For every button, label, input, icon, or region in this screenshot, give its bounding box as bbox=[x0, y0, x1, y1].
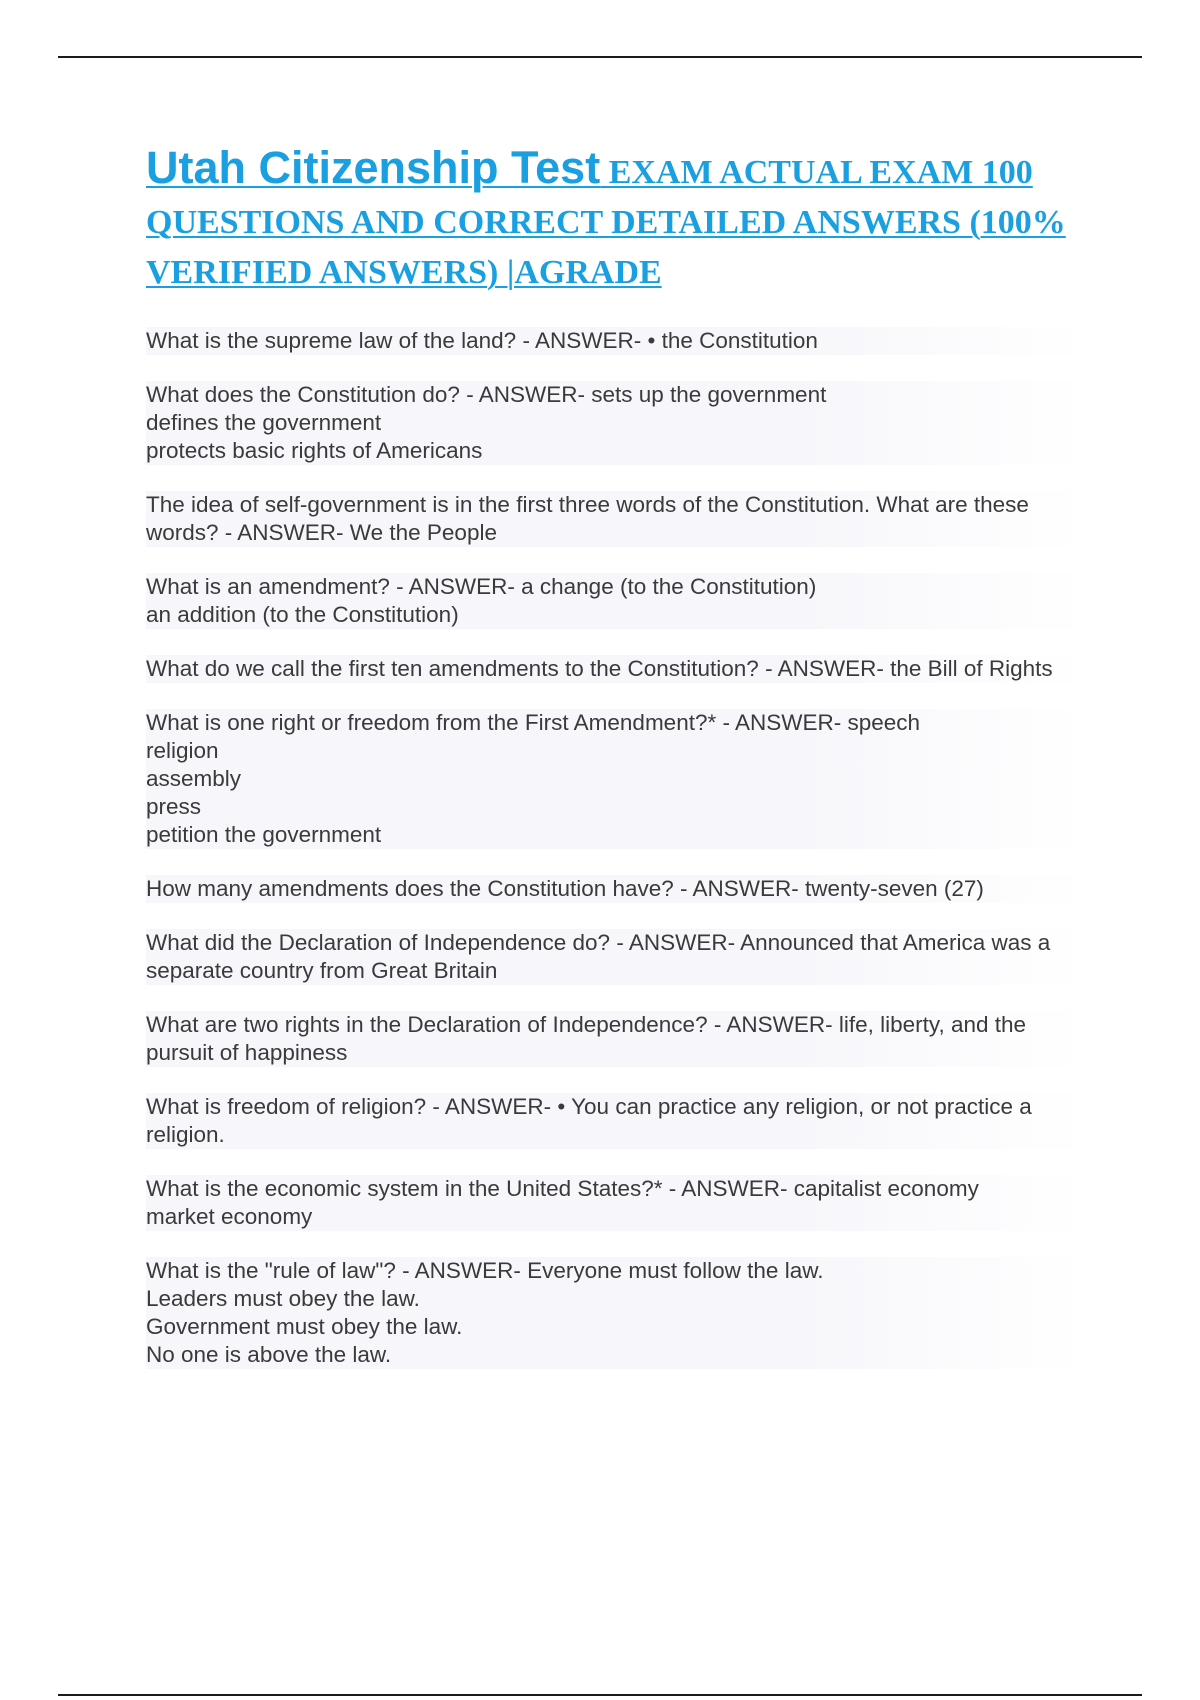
title-subtitle: EXAM ACTUAL EXAM 100 QUESTIONS AND CORRECT DETAILED ANSWERS (100% VERIFIED ANSWERS) |AGRADE bbox=[146, 154, 1066, 291]
qa-item: What is one right or freedom from the First Amendment?* - ANSWER- speech religion assembly press petition the government bbox=[146, 709, 1086, 849]
qa-item: What does the Constitution do? - ANSWER- sets up the government defines the government protects basic rights of Americans bbox=[146, 381, 1086, 465]
qa-item: The idea of self-government is in the first three words of the Constitution. What are these words? - ANSWER- We the People bbox=[146, 491, 1086, 547]
title-main: Utah Citizenship Test bbox=[146, 142, 601, 193]
qa-item: What is the economic system in the United States?* - ANSWER- capitalist economy market economy bbox=[146, 1175, 1086, 1231]
header-rule bbox=[58, 56, 1142, 58]
qa-item: What is the supreme law of the land? - ANSWER- • the Constitution bbox=[146, 327, 1086, 355]
qa-item: What is freedom of religion? - ANSWER- • You can practice any religion, or not practice a religion. bbox=[146, 1093, 1086, 1149]
qa-item: What do we call the first ten amendments to the Constitution? - ANSWER- the Bill of Rights bbox=[146, 655, 1086, 683]
document-title-link[interactable] bbox=[146, 142, 1086, 301]
qa-item: What is an amendment? - ANSWER- a change (to the Constitution) an addition (to the Constitution) bbox=[146, 573, 1086, 629]
qa-item: How many amendments does the Constitution have? - ANSWER- twenty-seven (27) bbox=[146, 875, 1086, 903]
footer-rule bbox=[58, 1694, 1142, 1696]
qa-item: What did the Declaration of Independence do? - ANSWER- Announced that America was a separate country from Great Britain bbox=[146, 929, 1086, 985]
qa-item: What are two rights in the Declaration of Independence? - ANSWER- life, liberty, and the pursuit of happiness bbox=[146, 1011, 1086, 1067]
qa-item: What is the "rule of law"? - ANSWER- Everyone must follow the law. Leaders must obey the law. Government must obey the law. No one is above the law. bbox=[146, 1257, 1086, 1369]
document-body bbox=[146, 142, 1086, 1395]
